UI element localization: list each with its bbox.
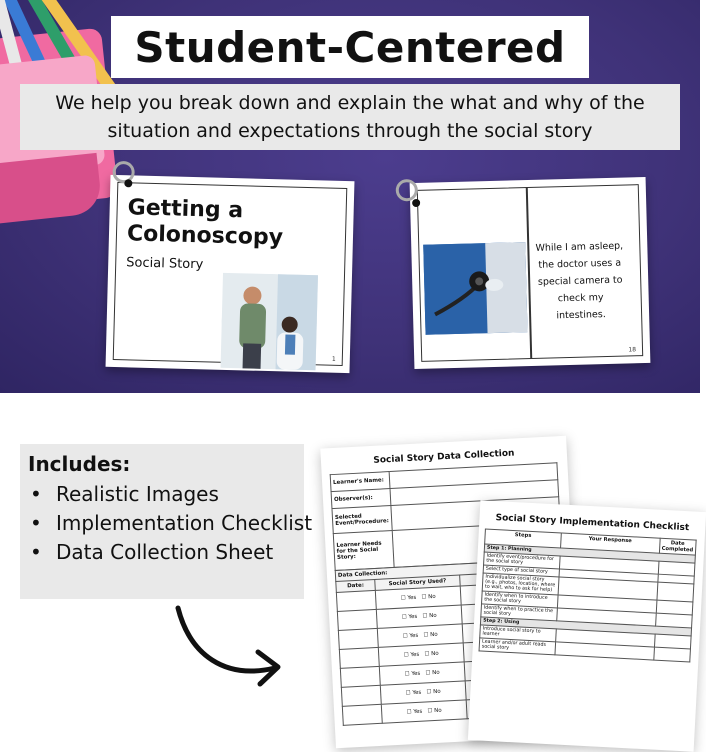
includes-list: [28, 480, 316, 567]
table-row: Identify event/procedure for the social story: [484, 552, 695, 576]
social-story-cover-card: [106, 175, 355, 373]
table-row: Identify when to introduce the social story: [482, 591, 693, 615]
list-item-label: Data Collection Sheet: [56, 540, 274, 564]
table-row: Identify when to practice the social story: [481, 604, 692, 628]
table-row: ☐ Yes ☐ No: [337, 600, 565, 631]
card-title: [127, 195, 284, 251]
section-header: Step 1: Planning: [484, 544, 695, 563]
doctor-patient-photo: [221, 273, 318, 370]
card-title-line: Colonoscopy: [126, 221, 284, 251]
curved-arrow-icon: [170, 600, 290, 690]
table-row: ☐ Yes ☐ No: [340, 657, 568, 688]
bullet-icon: •: [30, 482, 42, 506]
bullet-icon: •: [30, 540, 42, 564]
field-label: Learner's Name:: [330, 472, 389, 492]
card-title-line: Getting a: [127, 195, 244, 224]
card-story-text: While I am asleep, the doctor uses a special camera to check my intestines.: [535, 240, 624, 322]
field-label: Selected Event/Procedure:: [332, 506, 392, 534]
section-header: Data Collection:: [335, 559, 562, 582]
includes-panel: [20, 444, 313, 599]
table-row: Learner and/or adult reads social story: [479, 638, 690, 662]
checklist-table: [479, 529, 697, 663]
column-header: Steps: [485, 529, 562, 548]
subtitle-banner: [20, 84, 680, 150]
table-row: ☐ Yes ☐ No: [341, 675, 569, 706]
endoscope-photo: [423, 242, 527, 335]
list-item-label: Realistic Images: [56, 482, 219, 506]
page-title: Student-Centered: [134, 22, 566, 72]
table-row: Select type of social story: [483, 565, 694, 584]
implementation-checklist-sheet: [468, 500, 706, 751]
list-item: [28, 480, 316, 509]
column-header: Date Completed: [659, 538, 696, 555]
bullet-icon: •: [30, 511, 42, 535]
column-header: Your Response: [560, 533, 659, 553]
sheet-title: Social Story Implementation Checklist: [495, 513, 690, 534]
table-row: ☐ Yes ☐ No: [338, 619, 566, 650]
includes-title: Includes:: [28, 452, 131, 476]
table-row: Individualize social story (e.g., photos, location, where to wait, who to ask for help): [482, 573, 694, 602]
column-header: Social Story Used?: [375, 575, 460, 590]
card-page-number: 18: [628, 346, 637, 354]
list-item: [28, 509, 316, 538]
table-row: ☐ Yes ☐ No: [339, 638, 567, 669]
pencil-cup-image: [0, 153, 103, 227]
field-label: Learner Needs for the Social Story:: [333, 531, 393, 571]
list-item: [28, 538, 316, 567]
section-header: Step 2: Using: [480, 617, 691, 636]
table-row: ☐ Yes ☐ No: [342, 694, 570, 725]
field-label: Observer(s):: [331, 489, 390, 509]
card-page-number: 1: [331, 355, 336, 363]
table-row: ☐ Yes ☐ No: [336, 581, 564, 612]
list-item-label: Implementation Checklist: [56, 511, 313, 535]
table-row: Introduce social story to learner: [480, 625, 691, 649]
page-subtitle: We help you break down and explain the what and why of the situation and expectations through the social story: [55, 92, 645, 142]
column-header: Date:: [336, 579, 376, 592]
card-subtitle: Social Story: [126, 255, 204, 273]
title-banner: [111, 16, 589, 78]
social-story-page-card: [410, 177, 651, 369]
sheet-title: Social Story Data Collection: [373, 448, 515, 466]
